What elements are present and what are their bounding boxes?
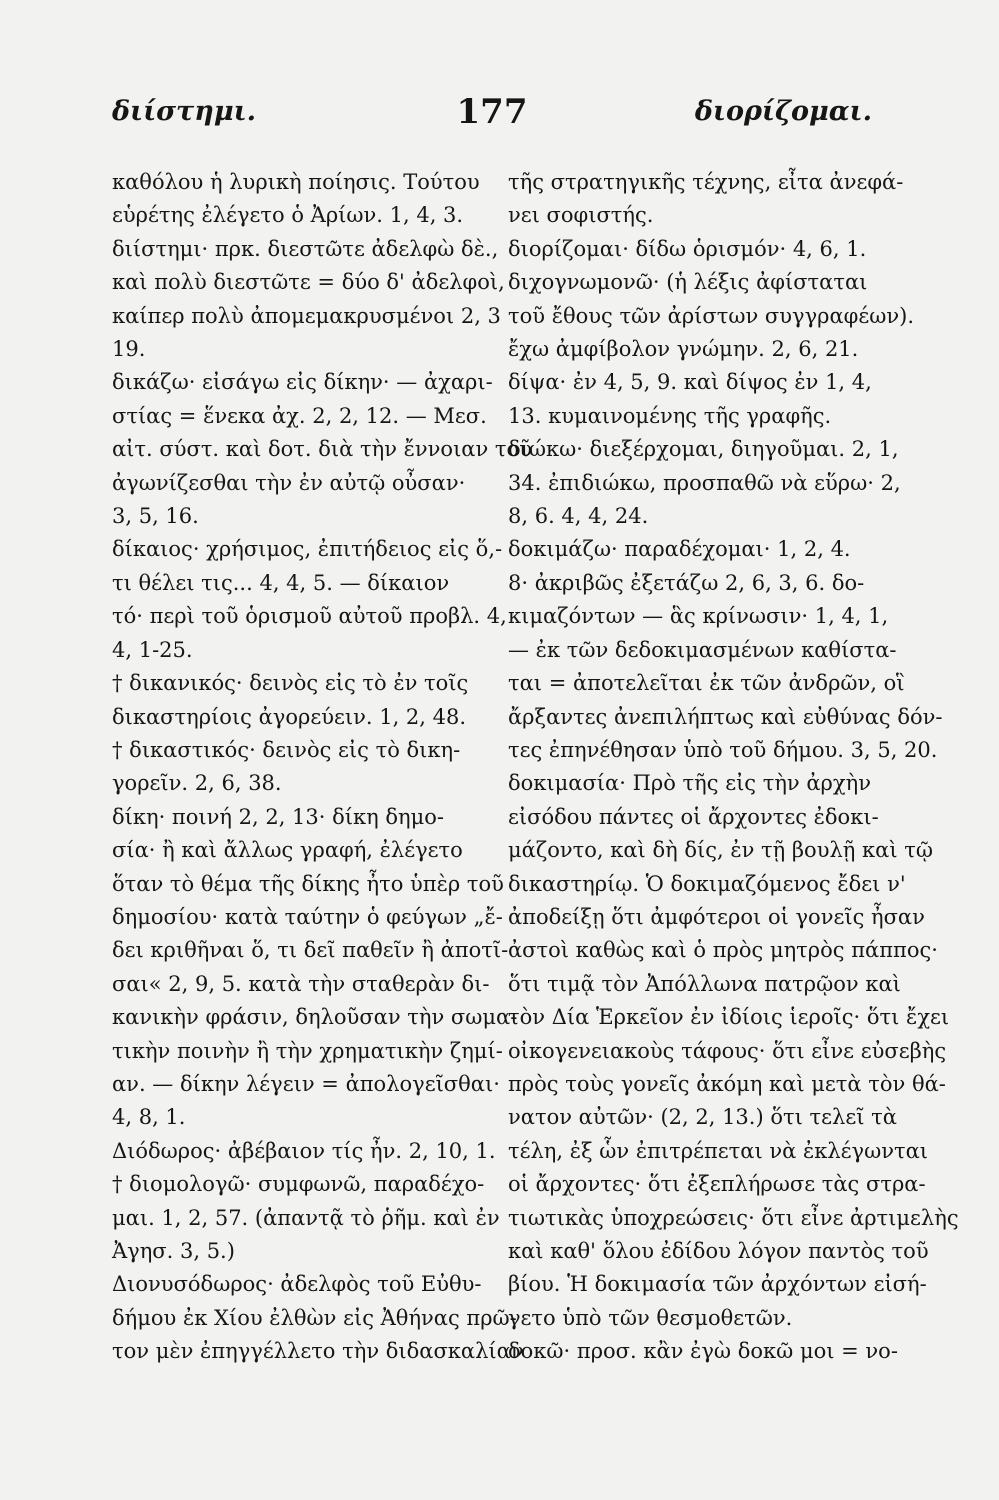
right-column-line: δοκῶ· προσ. κἂν ἐγὼ δοκῶ μοι = νο-	[508, 1339, 898, 1364]
right-column-line: τες ἐπηνέθησαν ὑπὸ τοῦ δήμου. 3, 5, 20.	[508, 737, 938, 762]
left-column-line: δικάζω· εἰσάγω εἰς δίκην· — ἀχαρι-	[112, 370, 493, 395]
left-column-line: κανικὴν φράσιν, δηλοῦσαν τὴν σωμα-	[112, 1005, 518, 1030]
right-column-line: ται = ἀποτελεῖται ἐκ τῶν ἀνδρῶν, οἳ	[508, 671, 905, 696]
right-column-line: νει σοφιστής.	[508, 203, 654, 228]
left-column-line: δημοσίου· κατὰ ταύτην ὁ φεύγων „ἔ-	[112, 904, 503, 929]
left-column-line: ἀγωνίζεσθαι τὴν ἐν αὐτῷ οὖσαν·	[112, 470, 466, 495]
left-column-line: καθόλου ἡ λυρικὴ ποίησις. Τούτου	[112, 170, 480, 194]
left-column-line: 4, 8, 1.	[112, 1105, 186, 1130]
right-column-line: κιμαζόντων — ἃς κρίνωσιν· 1, 4, 1,	[508, 604, 889, 629]
left-column-line: στίας = ἕνεκα ἀχ. 2, 2, 12. — Μεσ.	[112, 403, 487, 428]
left-column-line: τό· περὶ τοῦ ὁρισμοῦ αὐτοῦ προβλ. 4,	[112, 604, 507, 629]
right-column-line: νατον αὐτῶν· (2, 2, 13.) ὅτι τελεῖ τὰ	[508, 1105, 897, 1130]
right-column-line: 8, 6. 4, 4, 24.	[508, 504, 649, 529]
left-column-line: † δικαστικός· δεινὸς εἰς τὸ δικη-	[112, 737, 461, 762]
left-column-line: διίστημι· πρκ. διεστῶτε ἀδελφὼ δὲ.,	[112, 236, 499, 261]
left-column-line: τικὴν ποινὴν ἢ τὴν χρηματικὴν ζημί-	[112, 1038, 503, 1063]
left-column-line: 3, 5, 16.	[112, 504, 199, 529]
right-column-line: εἰσόδου πάντες οἱ ἄρχοντες ἐδοκι-	[508, 804, 879, 829]
header-right-headword: διορίζομαι.	[694, 96, 872, 127]
left-column-line: δικαστηρίοις ἀγορεύειν. 1, 2, 48.	[112, 704, 467, 729]
left-column-line: δει κριθῆναι ὅ, τι δεῖ παθεῖν ἢ ἀποτῖ-	[112, 938, 509, 963]
left-column-line: δήμου ἐκ Χίου ἐλθὼν εἰς Ἀθήνας πρῶ-	[112, 1305, 517, 1330]
left-column-line: ὅταν τὸ θέμα τῆς δίκης ἦτο ὑπὲρ τοῦ	[112, 871, 504, 896]
right-column	[508, 166, 959, 1369]
right-column-line: 13. κυμαινομένης τῆς γραφῆς.	[508, 403, 832, 428]
left-column-line: καὶ πολὺ διεστῶτε = δύο δ' ἀδελφοὶ,	[112, 270, 505, 295]
left-column-line: † διομολογῶ· συμφωνῶ, παραδέχο-	[112, 1172, 485, 1197]
right-column-line: τέλη, ἐξ ὧν ἐπιτρέπεται νὰ ἐκλέγωνται	[508, 1138, 929, 1163]
running-header	[112, 86, 872, 136]
right-column-line: βίου. Ἡ δοκιμασία τῶν ἀρχόντων εἰσή-	[508, 1272, 927, 1297]
left-column-line: δίκαιος· χρήσιμος, ἐπιτήδειος εἰς ὅ,-	[112, 537, 503, 562]
right-column-line: μάζοντο, καὶ δὴ δίς, ἐν τῇ βουλῇ καὶ τῷ	[508, 838, 933, 863]
right-column-line: γετο ὑπὸ τῶν θεσμοθετῶν.	[508, 1305, 793, 1330]
right-column-line: δίψα· ἐν 4, 5, 9. καὶ δίψος ἐν 1, 4,	[508, 370, 872, 395]
header-left-headword: διίστημι.	[112, 96, 257, 127]
left-column-line: Ἀγησ. 3, 5.)	[112, 1239, 235, 1263]
left-column-line: σαι« 2, 9, 5. κατὰ τὴν σταθερὰν δι-	[112, 971, 490, 996]
page-number: 177	[456, 92, 528, 132]
right-column-line: τοῦ ἔθους τῶν ἀρίστων συγγραφέων).	[508, 303, 914, 328]
left-column-line: γορεῖν. 2, 6, 38.	[112, 771, 282, 796]
left-column	[112, 166, 532, 1369]
right-column-line: ἀποδείξῃ ὅτι ἀμφότεροι οἱ γονεῖς ἦσαν	[508, 904, 925, 929]
right-column-line: οἰκογενειακοὺς τάφους· ὅτι εἶνε εὐσεβὴς	[508, 1038, 947, 1063]
left-column-line: 4, 1-25.	[112, 637, 193, 662]
right-column-line: τὸν Δία Ἑρκεῖον ἐν ἰδίοις ἱεροῖς· ὅτι ἔχει	[508, 1005, 950, 1030]
right-column-line: διορίζομαι· δίδω ὁρισμόν· 4, 6, 1.	[508, 236, 867, 261]
right-column-line: δοκιμασία· Πρὸ τῆς εἰς τὴν ἀρχὴν	[508, 771, 871, 796]
right-column-line: πρὸς τοὺς γονεῖς ἀκόμη καὶ μετὰ τὸν θά-	[508, 1071, 946, 1096]
right-column-line: οἱ ἄρχοντες· ὅτι ἐξεπλήρωσε τὰς στρα-	[508, 1172, 926, 1197]
right-column-line: τῆς στρατηγικῆς τέχνης, εἶτα ἀνεφά-	[508, 170, 904, 194]
right-column-line: δικαστηρίῳ. Ὁ δοκιμαζόμενος ἔδει ν'	[508, 871, 906, 896]
left-column-line: † δικανικός· δεινὸς εἰς τὸ ἐν τοῖς	[112, 671, 469, 696]
left-column-line: Διόδωρος· ἀβέβαιον τίς ἦν. 2, 10, 1.	[112, 1138, 496, 1163]
right-column-line: 8· ἀκριβῶς ἐξετάζω 2, 6, 3, 6. δο-	[508, 570, 865, 595]
left-column-line: 19.	[112, 337, 146, 362]
left-column-line: καίπερ πολὺ ἀπομεμακρυσμένοι 2, 3	[112, 303, 501, 328]
right-column-line: ὅτι τιμᾷ τὸν Ἀπόλλωνα πατρῷον καὶ	[508, 971, 901, 996]
left-column-line: αἰτ. σύστ. καὶ δοτ. διὰ τὴν ἔννοιαν τοῦ	[112, 437, 532, 462]
right-column-line: 34. ἐπιδιώκω, προσπαθῶ νὰ εὕρω· 2,	[508, 470, 901, 495]
left-column-line: αν. — δίκην λέγειν = ἀπολογεῖσθαι·	[112, 1071, 500, 1096]
right-column-line: διώκω· διεξέρχομαι, διηγοῦμαι. 2, 1,	[508, 437, 899, 462]
right-column-line: ἔχω ἀμφίβολον γνώμην. 2, 6, 21.	[508, 337, 859, 362]
right-column-line: τιωτικὰς ὑποχρεώσεις· ὅτι εἶνε ἀρτιμελὴς	[508, 1205, 959, 1230]
left-column-line: σία· ἢ καὶ ἄλλως γραφή, ἐλέγετο	[112, 838, 463, 863]
left-column-line: τον μὲν ἐπηγγέλλετο τὴν διδασκαλίαν	[112, 1339, 524, 1364]
left-column-line: μαι. 1, 2, 57. (ἀπαντᾷ τὸ ῥῆμ. καὶ ἐν	[112, 1205, 500, 1230]
right-column-line: ἀστοὶ καθὼς καὶ ὁ πρὸς μητρὸς πάππος·	[508, 938, 938, 963]
right-column-line: δοκιμάζω· παραδέχομαι· 1, 2, 4.	[508, 537, 851, 562]
left-column-line: τι θέλει τις... 4, 4, 5. — δίκαιον	[112, 570, 450, 595]
left-column-line: Διονυσόδωρος· ἀδελφὸς τοῦ Εὐθυ-	[112, 1272, 482, 1297]
right-column-line: διχογνωμονῶ· (ἡ λέξις ἀφίσταται	[508, 270, 868, 295]
left-column-line: εὑρέτης ἐλέγετο ὁ Ἀρίων. 1, 4, 3.	[112, 203, 464, 228]
right-column-line: — ἐκ τῶν δεδοκιμασμένων καθίστα-	[508, 637, 897, 662]
right-column-line: καὶ καθ' ὅλου ἐδίδου λόγον παντὸς τοῦ	[508, 1239, 929, 1263]
right-column-line: ἄρξαντες ἀνεπιλήπτως καὶ εὐθύνας δόν-	[508, 704, 943, 729]
left-column-line: δίκη· ποινή 2, 2, 13· δίκη δημο-	[112, 804, 445, 829]
